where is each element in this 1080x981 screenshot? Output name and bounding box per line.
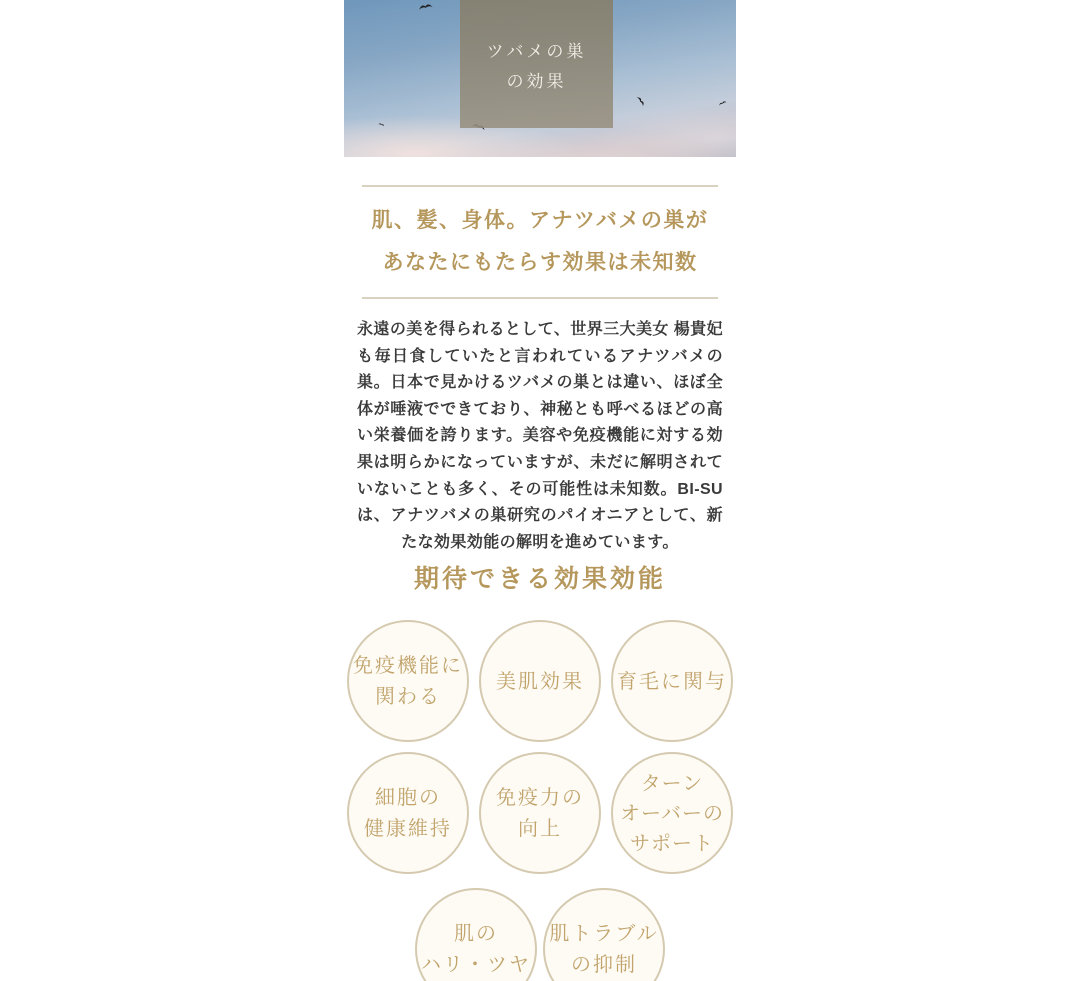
headline-line2: あなたにもたらす効果は未知数 [382,251,698,274]
divider-top [362,185,718,187]
effect-circle-immune-function [347,620,469,742]
effect-label: 健康維持 [364,816,452,841]
divider-bottom [362,297,718,299]
bird-icon [633,93,648,109]
effect-label: ターン [640,771,704,796]
effect-circle-skin-trouble [543,888,665,981]
section-headline [344,200,736,284]
effect-label: サポート [630,831,714,856]
content-column [344,0,736,981]
description-paragraph: 永遠の美を得られるとして、世界三大美女 楊貴妃も毎日食していたと言われているアナツバメの巣。日本で見かけるツバメの巣とは違い、ほぼ全体が唾液でできており、神秘とも呼べるほどの高い栄養価を誇ります。美容や免疫機能に対する効果は明らかになっていますが、未だに解明されていないことも多く、その可能性は未知数。BI-SUは、アナツバメの巣研究のパイオニアとして、新たな効果効能の解明を進めています。 [357,321,723,551]
headline-line1: 肌、髪、身体。アナツバメの巣が [371,209,709,232]
effect-label: 美肌効果 [496,668,584,693]
effect-label: 肌の [454,921,498,946]
effects-row-1 [344,620,736,742]
hero-sky-photo [344,0,736,157]
effect-label: 肌トラブル [549,921,659,946]
bird-icon [417,1,434,13]
effect-label: 免疫力の [496,785,584,810]
effect-circle-skin-firmness [415,888,537,981]
effects-row-2 [344,752,736,874]
effect-circle-turnover-support [611,752,733,874]
hero-title-box [460,0,613,128]
effect-label: オーバーの [620,801,724,826]
hero-title-line1: ツバメの巣 [486,42,587,61]
effects-section-title: 期待できる効果効能 [413,565,666,594]
bird-icon [717,98,728,107]
effect-label: 向上 [518,816,562,841]
effect-label: 細胞の [375,785,441,810]
effects-row-3 [344,888,736,981]
bird-icon [377,121,385,128]
effect-circle-cell-health [347,752,469,874]
effect-label: 関わる [375,684,441,709]
effect-circle-immunity-boost [479,752,601,874]
hero-title-line2: の効果 [506,72,567,91]
effect-circle-hair-growth [611,620,733,742]
effect-label: 育毛に関与 [617,668,727,693]
effect-label: 免疫機能に [353,653,463,678]
effect-circle-beautiful-skin [479,620,601,742]
effect-label: の抑制 [571,952,637,977]
effect-label: ハリ・ツヤ [421,952,531,977]
